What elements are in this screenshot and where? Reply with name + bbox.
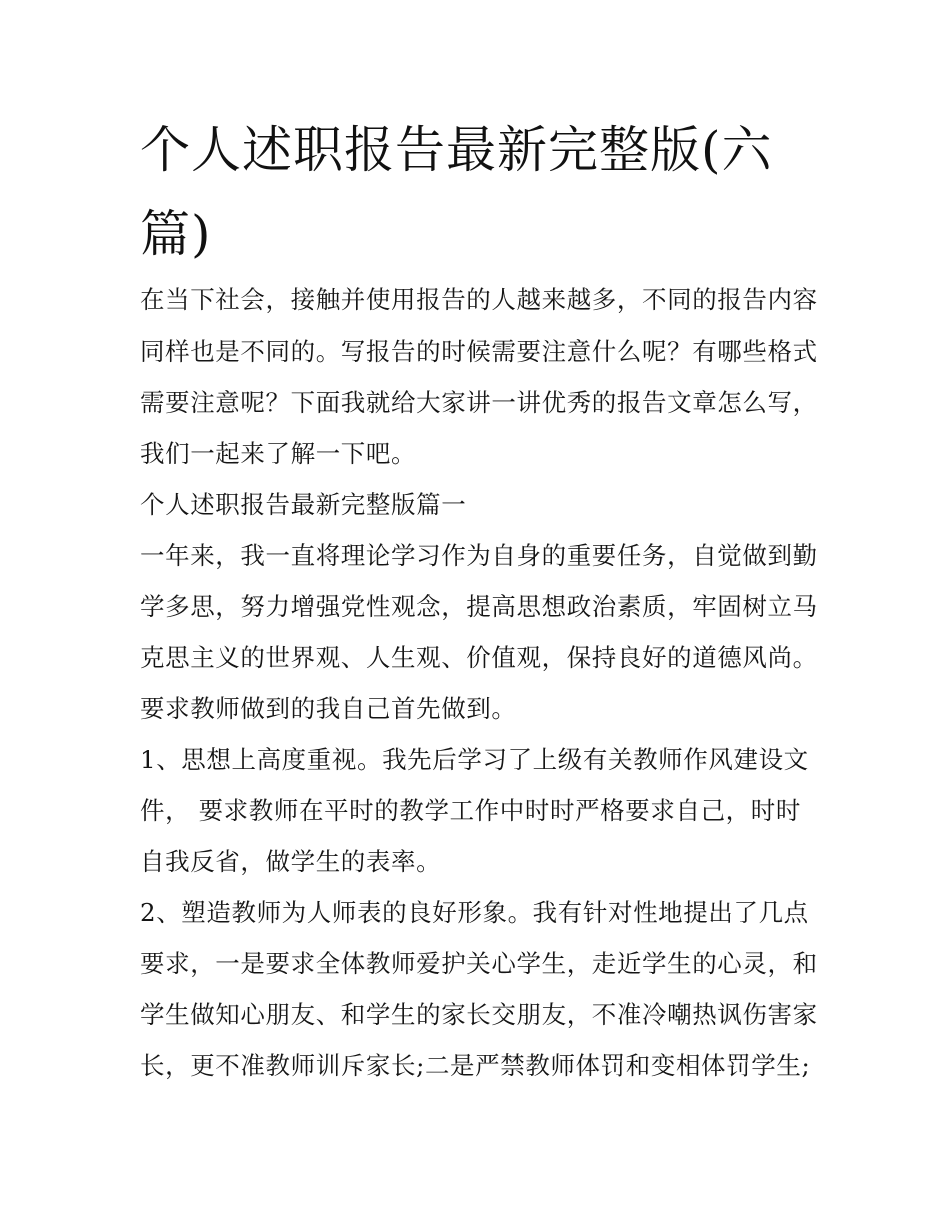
body-line-2: 学多思，努力增强党性观念，提高思想政治素质，牢固树立马 [140, 592, 818, 621]
body-line-3: 克思主义的世界观、人生观、价值观，保持良好的道德风尚。 [140, 643, 818, 672]
intro-line-4: 我们一起来了解一下吧。 [140, 439, 417, 468]
body-line-1: 一年来，我一直将理论学习作为自身的重要任务，自觉做到勤 [140, 541, 818, 570]
intro-line-1: 在当下社会，接触并使用报告的人越来越多，不同的报告内容 [140, 285, 818, 314]
item-2-line-1: 2、塑造教师为人师表的良好形象。我有针对性地提出了几点 [140, 898, 809, 927]
body-line-4: 要求教师做到的我自己首先做到。 [140, 694, 517, 723]
item-2-line-4: 长，更不准教师训斥家长;二是严禁教师体罚和变相体罚学生; [140, 1051, 811, 1080]
intro-line-2: 同样也是不同的。写报告的时候需要注意什么呢？有哪些格式 [140, 337, 818, 366]
item-1-line-3: 自我反省，做学生的表率。 [140, 847, 442, 876]
item-2-line-2: 要求，一是要求全体教师爱护关心学生，走近学生的心灵，和 [140, 949, 818, 978]
item-1-line-1: 1、思想上高度重视。我先后学习了上级有关教师作风建设文 [140, 745, 809, 774]
intro-line-3: 需要注意呢？下面我就给大家讲一讲优秀的报告文章怎么写， [140, 388, 818, 417]
section-heading: 个人述职报告最新完整版篇一 [140, 490, 467, 519]
item-1-line-2: 件， 要求教师在平时的教学工作中时时严格要求自己，时时 [140, 796, 801, 825]
item-2-line-3: 学生做知心朋友、和学生的家长交朋友，不准冷嘲热讽伤害家 [140, 1000, 818, 1029]
document-title: 个人述职报告最新完整版(六篇) [140, 121, 773, 263]
